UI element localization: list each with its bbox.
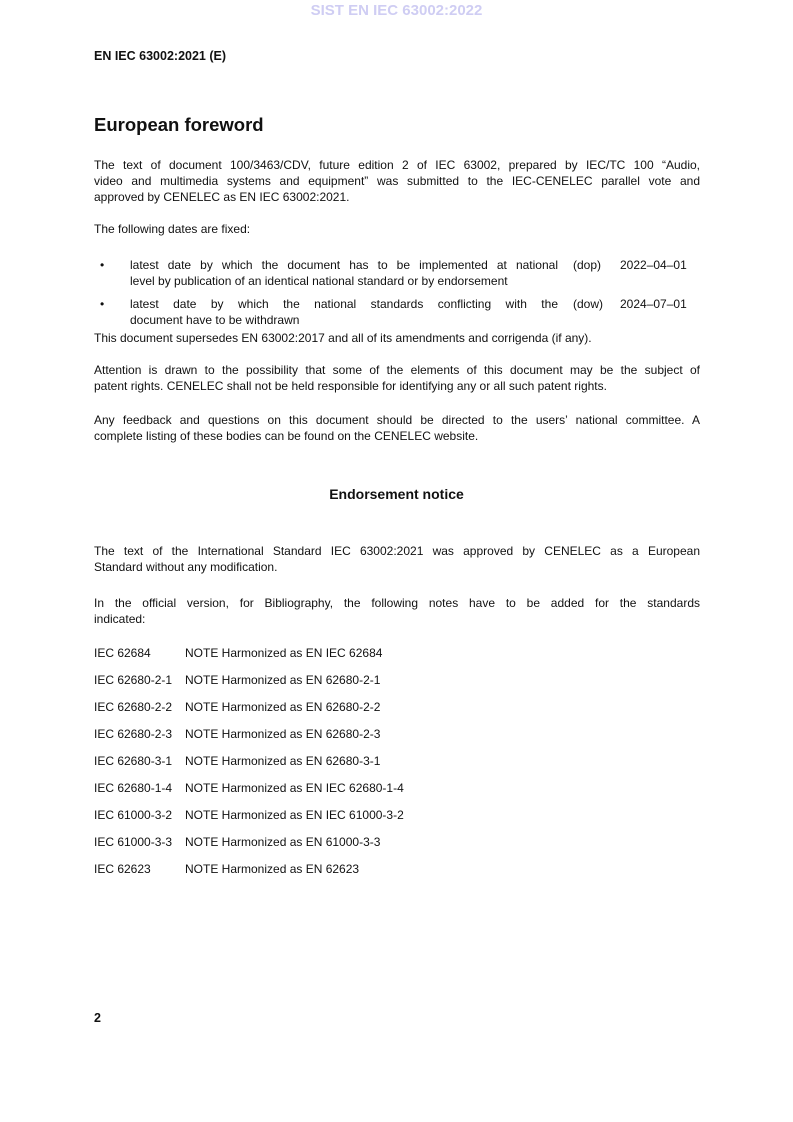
bibliography-paragraph [94, 595, 700, 627]
text-line: Any feedback and questions on this document should be directed to the users’ national committee. A [94, 413, 700, 427]
note-row [94, 645, 382, 661]
text-line: approved by CENELEC as EN IEC 63002:2021. [94, 190, 350, 204]
standard-id: IEC 62684 [94, 646, 151, 660]
note-row [94, 834, 380, 850]
text-line: Attention is drawn to the possibility that some of the elements of this document may be the subject of [94, 363, 700, 377]
text-line: In the official version, for Bibliography, the following notes have to be added for the standards [94, 596, 700, 610]
foreword-paragraph [94, 157, 700, 205]
text-line: complete listing of these bodies can be found on the CENELEC website. [94, 429, 479, 443]
note-text: NOTE Harmonized as EN 62680-2-2 [185, 700, 381, 714]
feedback-paragraph [94, 412, 700, 444]
standard-id: IEC 62680-1-4 [94, 781, 173, 795]
text-line: The text of document 100/3463/CDV, future edition 2 of IEC 63002, prepared by IEC/TC 100 “Audio, [94, 158, 700, 172]
note-row [94, 807, 404, 823]
note-text: NOTE Harmonized as EN 62680-2-3 [185, 727, 381, 741]
document-header: EN IEC 63002:2021 (E) [94, 49, 227, 63]
attention-paragraph [94, 362, 700, 394]
standard-id: IEC 62680-3-1 [94, 754, 173, 768]
note-row [94, 672, 380, 688]
text-line: video and multimedia systems and equipment” was submitted to the IEC-CENELEC parallel vote and [94, 174, 700, 188]
text-line: Standard without any modification. [94, 560, 278, 574]
dates-intro: The following dates are fixed: [94, 222, 251, 236]
text-line: latest date by which the national standards conflicting with the [130, 297, 558, 311]
note-row [94, 861, 359, 877]
note-text: NOTE Harmonized as EN IEC 62680-1-4 [185, 781, 404, 795]
standard-id: IEC 62680-2-2 [94, 700, 173, 714]
supersedes-paragraph: This document supersedes EN 63002:2017 and all of its amendments and corrigenda (if any). [94, 331, 592, 345]
date-value: 2022–04–01 [620, 258, 687, 272]
text-line: indicated: [94, 612, 146, 626]
note-row [94, 699, 380, 715]
text-line: The text of the International Standard IEC 63002:2021 was approved by CENELEC as a European [94, 544, 700, 558]
note-text: NOTE Harmonized as EN IEC 61000-3-2 [185, 808, 404, 822]
standard-id: IEC 61000-3-3 [94, 835, 173, 849]
bullet: • [100, 258, 105, 272]
date-code: (dop) [573, 258, 602, 272]
note-row [94, 726, 380, 742]
text-line: level by publication of an identical national standard or by endorsement [130, 274, 508, 288]
watermark: SIST EN IEC 63002:2022 [310, 2, 483, 19]
note-text: NOTE Harmonized as EN IEC 62684 [185, 646, 383, 660]
note-row [94, 780, 404, 796]
note-text: NOTE Harmonized as EN 62680-2-1 [185, 673, 381, 687]
section-title: European foreword [94, 114, 264, 135]
standard-id: IEC 62680-2-3 [94, 727, 173, 741]
endorsement-paragraph [94, 543, 700, 575]
date-value: 2024–07–01 [620, 297, 687, 311]
note-text: NOTE Harmonized as EN 62680-3-1 [185, 754, 381, 768]
standard-id: IEC 62680-2-1 [94, 673, 173, 687]
note-row [94, 753, 380, 769]
bullet: • [100, 297, 105, 311]
text-line: document have to be withdrawn [130, 313, 300, 327]
note-text: NOTE Harmonized as EN 61000-3-3 [185, 835, 381, 849]
standard-id: IEC 61000-3-2 [94, 808, 173, 822]
endorsement-title: Endorsement notice [329, 486, 464, 502]
text-line: patent rights. CENELEC shall not be held responsible for identifying any or all such patent rights. [94, 379, 607, 393]
page-number: 2 [94, 1011, 101, 1025]
date-code: (dow) [573, 297, 604, 311]
text-line: latest date by which the document has to be implemented at national [130, 258, 558, 272]
standard-id: IEC 62623 [94, 862, 151, 876]
note-text: NOTE Harmonized as EN 62623 [185, 862, 360, 876]
